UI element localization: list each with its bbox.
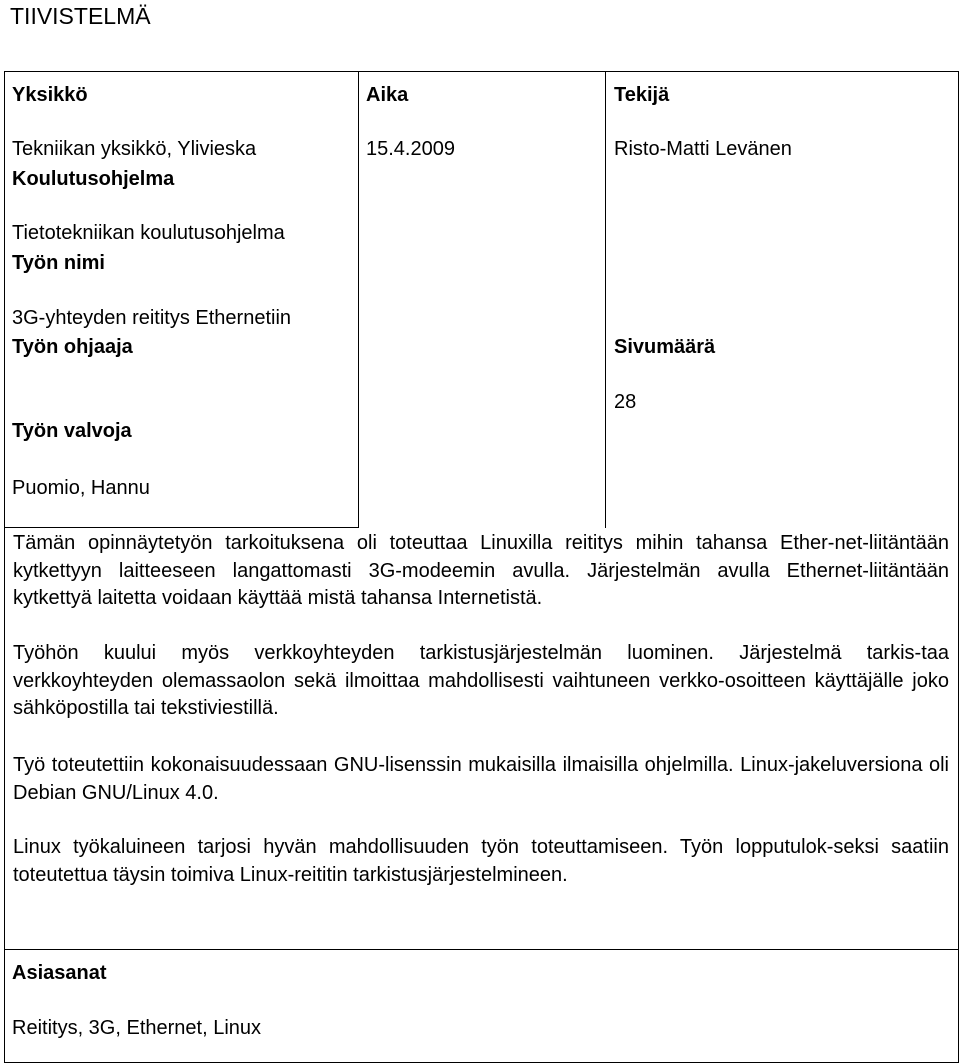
abstract-paragraph: Linux työkaluineen tarjosi hyvän mahdollisuuden työn toteuttamiseen. Työn lopputulok-seksi saatiin toteutettua täysin toimiva Linux-reititin tarkistusjärjestelmineen. — [13, 836, 949, 886]
date-value: 15.4.2009 — [366, 138, 455, 160]
program-label: Koulutusohjelma — [12, 168, 175, 190]
abstract-paragraph: Työhön kuului myös verkkoyhteyden tarkistusjärjestelmän luominen. Järjestelmä tarkis-taa verkkoyhteyden olemassaolon sekä ilmoittaa mahdollisesti vaihtuneen verkko-osoitteen käyttäjälle joko sähköpostilla tai tekstiviestillä. — [13, 642, 949, 719]
column-divider-left — [358, 72, 359, 528]
column-divider-right — [605, 72, 606, 528]
supervisor-divider — [5, 527, 359, 528]
date-label: Aika — [366, 84, 409, 106]
thesis-title-value: 3G-yhteyden reititys Ethernetiin — [12, 307, 292, 329]
abstract-form — [4, 71, 959, 1063]
page-count-value: 28 — [614, 391, 637, 413]
page-title: TIIVISTELMÄ — [10, 3, 151, 29]
thesis-title-label: Työn nimi — [12, 252, 105, 274]
author-value: Risto-Matti Levänen — [614, 138, 792, 160]
instructor-label: Työn ohjaaja — [12, 336, 133, 358]
unit-value: Tekniikan yksikkö, Ylivieska — [12, 138, 257, 160]
author-label: Tekijä — [614, 84, 670, 106]
keywords-value: Reititys, 3G, Ethernet, Linux — [12, 1017, 262, 1039]
keywords-label: Asiasanat — [12, 962, 107, 984]
supervisor-value: Puomio, Hannu — [12, 477, 150, 499]
abstract-paragraph: Tämän opinnäytetyön tarkoituksena oli toteuttaa Linuxilla reititys mihin tahansa Ether-net-liitäntään kytkettyyn laitteeseen langattomasti 3G-modeemin avulla. Järjestelmän avulla Ethernet-liitäntään kytkettyä laitetta voidaan käyttää mistä tahansa Internetistä. — [13, 532, 949, 609]
supervisor-label: Työn valvoja — [12, 420, 132, 442]
unit-label: Yksikkö — [12, 84, 88, 106]
abstract-paragraph: Työ toteutettiin kokonaisuudessaan GNU-lisenssin mukaisilla ilmaisilla ohjelmilla. Linux-jakeluversiona oli Debian GNU/Linux 4.0. — [13, 754, 949, 804]
page-count-label: Sivumäärä — [614, 336, 716, 358]
keywords-divider — [5, 949, 958, 950]
program-value: Tietotekniikan koulutusohjelma — [12, 222, 285, 244]
